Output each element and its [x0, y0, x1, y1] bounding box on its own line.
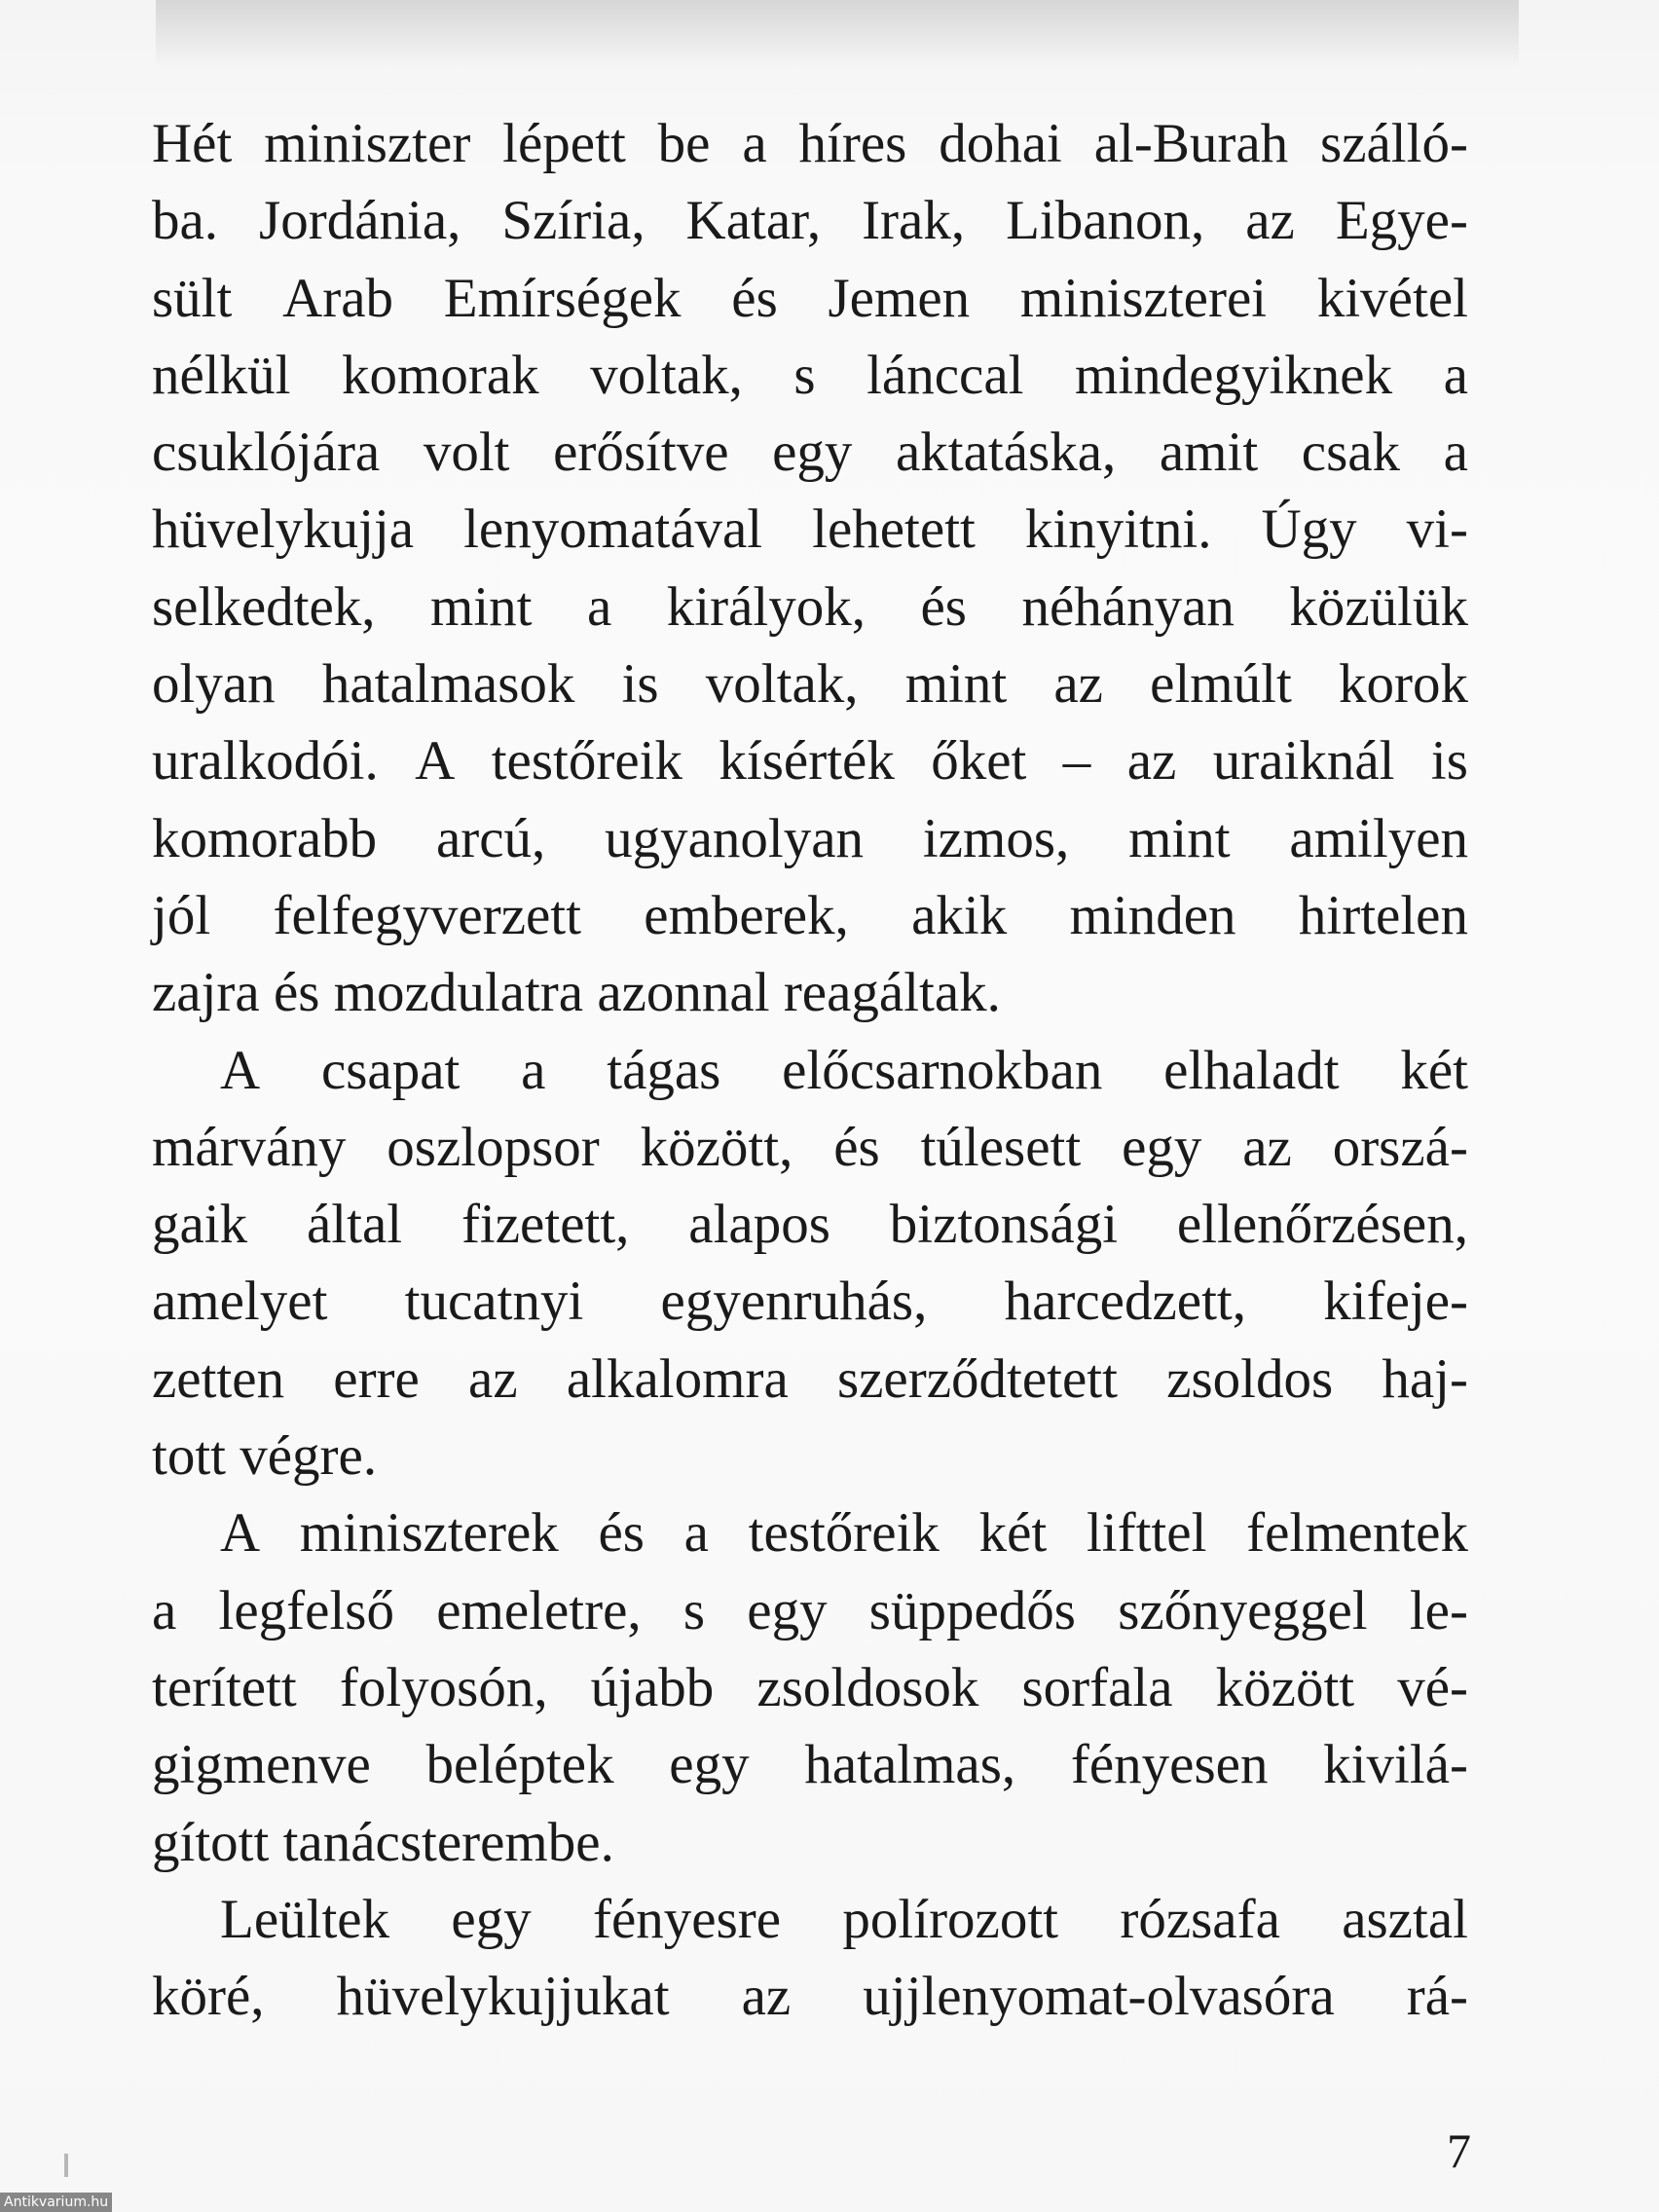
text-line: A csapat a tágas előcsarnokban elhaladt két [220, 1039, 1468, 1101]
text-line: zetten erre az alkalomra szerződtetett zsoldos haj- [152, 1347, 1468, 1410]
text-line: Hét miniszter lépett be a híres dohai al-Burah szálló- [152, 113, 1468, 174]
text-line: hüvelykujja lenyomatával lehetett kinyitni. Úgy vi- [152, 498, 1468, 561]
text-line: selkedtek, mint a királyok, és néhányan közülük [152, 575, 1468, 638]
watermark: Antikvarium.hu [0, 2193, 112, 2212]
text-line: sült Arab Emírségek és Jemen miniszterei kivétel [152, 267, 1468, 329]
text-line: jól felfegyverzett emberek, akik minden hirtelen [152, 884, 1468, 946]
text-line: uralkodói. A testőreik kísérték őket – az uraiknál is [152, 730, 1468, 793]
body-text [152, 105, 1468, 2035]
text-line: terített folyosón, újabb zsoldosok sorfala között vé- [152, 1656, 1468, 1718]
text-line: gított tanácsterembe. [152, 1811, 614, 1873]
text-line: zajra és mozdulatra azonnal reagáltak. [152, 962, 1001, 1024]
text-line: amelyet tucatnyi egyenruhás, harcedzett, kifeje- [152, 1271, 1468, 1333]
text-line: komorabb arcú, ugyanolyan izmos, mint amilyen [152, 807, 1468, 869]
text-line: ba. Jordánia, Szíria, Katar, Irak, Libanon, az Egye- [152, 190, 1468, 252]
margin-mark [64, 2154, 68, 2177]
text-line: A miniszterek és a testőreik két lifttel felmentek [220, 1502, 1468, 1565]
bleed-through-shadow [156, 0, 1519, 68]
text-line: Leültek egy fényesre polírozott rózsafa asztal [220, 1888, 1468, 1950]
page-number: 7 [1447, 2123, 1471, 2178]
text-line: nélkül komorak voltak, s lánccal mindegyiknek a [152, 344, 1468, 406]
text-line: gaik által fizetett, alapos biztonsági ellenőrzésen, [152, 1194, 1468, 1256]
text-line: a legfelső emeletre, s egy süppedős szőnyeggel le- [152, 1579, 1468, 1641]
text-line: csuklójára volt erősítve egy aktatáska, amit csak a [152, 422, 1468, 484]
text-line: köré, hüvelykujjukat az ujjlenyomat-olvasóra rá- [152, 1966, 1468, 2028]
text-line: gigmenve beléptek egy hatalmas, fényesen kivilá- [152, 1734, 1468, 1796]
text-line: tott végre. [152, 1425, 378, 1488]
text-line: márvány oszlopsor között, és túlesett egy az orszá- [152, 1116, 1468, 1178]
text-line: olyan hatalmasok is voltak, mint az elmúlt korok [152, 653, 1468, 716]
